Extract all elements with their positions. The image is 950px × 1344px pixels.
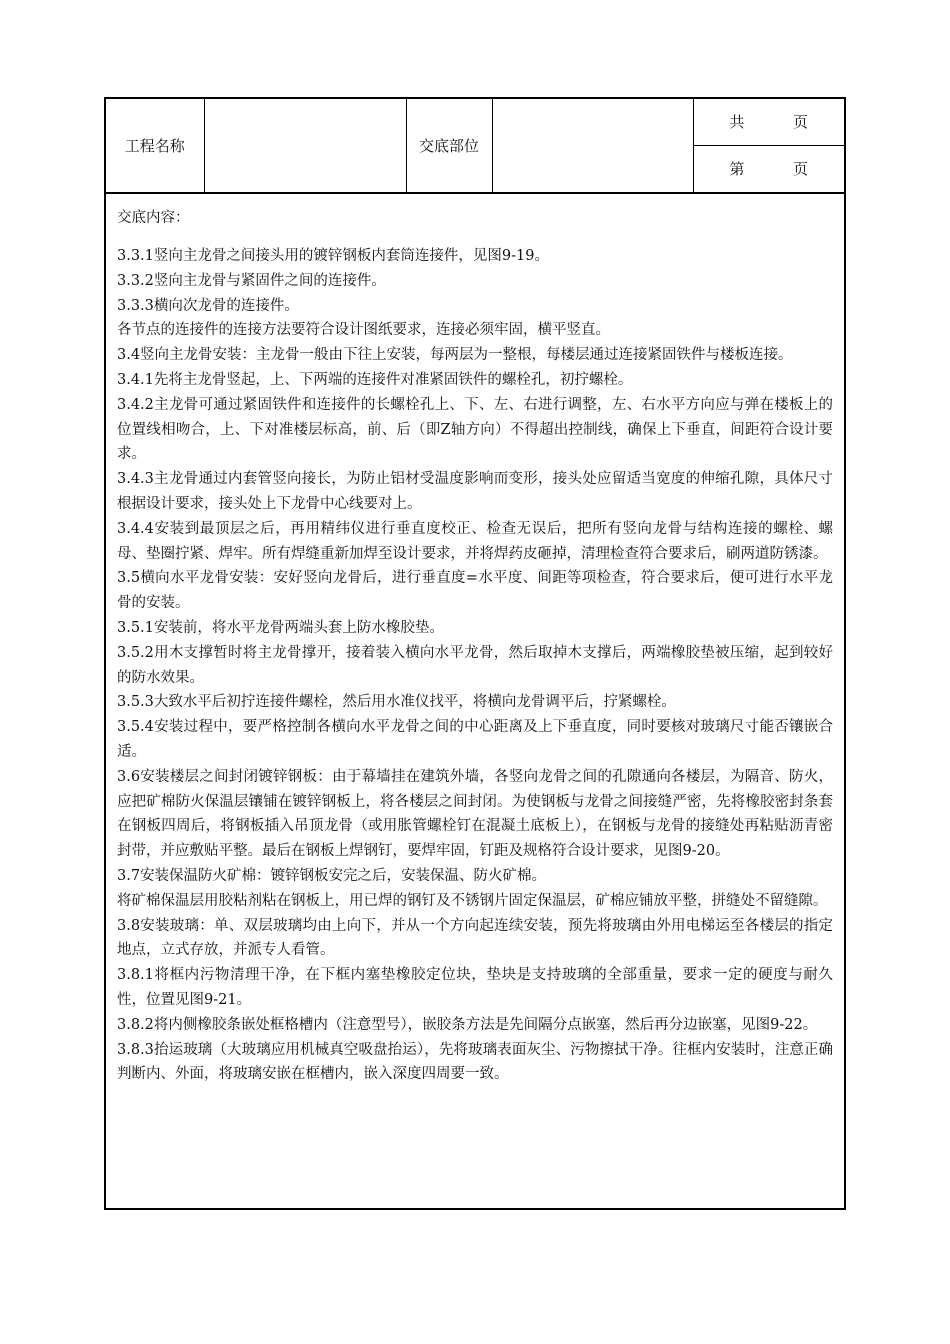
content-label: 交底内容： bbox=[117, 210, 190, 226]
paragraph: 3.4.3主龙骨通过内套管竖向接长，为防止铝材受温度影响而变形，接头处应留适当宽度的伸缩孔隙，具体尺寸根据设计要求，接头处上下龙骨中心线要对上。 bbox=[117, 471, 833, 512]
paragraph: 3.5横向水平龙骨安装：安好竖向龙骨后，进行垂直度=水平度、间距等项检查，符合要求后，便可进行水平龙骨的安装。 bbox=[117, 570, 833, 612]
location-value bbox=[492, 99, 693, 192]
paragraph: 3.4.2主龙骨可通过紧固铁件和连接件的长螺栓孔上、下、左、右进行调整，左、右水平方向应与弹在楼板上的位置线相吻合，上、下对准楼层标高，前、后（即Z轴方向）不得超出控制线，确保上下垂直，间距符合设计要求。 bbox=[117, 396, 833, 463]
paragraph: 3.5.4安装过程中，要严格控制各横向水平龙骨之间的中心距离及上下垂直度，同时要核对玻璃尺寸能否镶嵌合适。 bbox=[117, 719, 833, 760]
paragraph: 3.3.1竖向主龙骨之间接头用的镀锌钢板内套筒连接件，见图9-19。 bbox=[117, 248, 549, 264]
total-pages-right: 页 bbox=[792, 113, 808, 132]
total-pages-cell bbox=[693, 99, 844, 145]
paragraph: 3.7安装保温防火矿棉：镀锌钢板安完之后，安装保温、防火矿棉。 bbox=[117, 867, 547, 884]
paragraph: 3.5.3大致水平后初拧连接件螺栓，然后用水准仪找平，将横向龙骨调平后，拧紧螺栓。 bbox=[117, 694, 676, 711]
content-paragraphs bbox=[117, 244, 833, 1087]
total-pages-left: 共 bbox=[729, 113, 745, 132]
project-name-value bbox=[204, 99, 406, 192]
paragraph: 3.8.1将框内污物清理干净，在下框内塞垫橡胶定位块，垫块是支持玻璃的全部重量，要求一定的硬度与耐久性，位置见图9-21。 bbox=[117, 967, 833, 1008]
paragraph: 3.5.1安装前，将水平龙骨两端头套上防水橡胶垫。 bbox=[117, 619, 444, 636]
disclosure-form bbox=[104, 97, 846, 1210]
paragraph: 3.8.2将内侧橡胶条嵌处框格槽内（注意型号），嵌胶条方法是先间隔分点嵌塞，然后再分边嵌塞，见图9-22。 bbox=[117, 1016, 818, 1033]
paragraph: 3.5.2用木支撑暂时将主龙骨撑开，接着装入横向水平龙骨，然后取掉木支撑后，两端橡胶垫被压缩，起到较好的防水效果。 bbox=[117, 644, 833, 686]
paragraph: 3.8安装玻璃：单、双层玻璃均由上向下，并从一个方向起连续安装，预先将玻璃由外用电梯运至各楼层的指定地点，立式存放，并派专人看管。 bbox=[117, 917, 833, 959]
paragraph: 3.3.2竖向主龙骨与紧固件之间的连接件。 bbox=[117, 272, 386, 289]
paragraph: 3.4.4安装到最顶层之后，再用精纬仪进行垂直度校正、检查无误后，把所有竖向龙骨与结构连接的螺栓、螺母、垫圈拧紧、焊牢。所有焊缝重新加焊至设计要求，并将焊药皮砸掉，清理检查符合要求后，刷两道防锈漆。 bbox=[117, 520, 833, 562]
content-area bbox=[106, 193, 844, 1208]
paragraph: 将矿棉保温层用胶粘剂粘在钢板上，用已焊的钢钉及不锈钢片固定保温层，矿棉应铺放平整，拼缝处不留缝隙。 bbox=[117, 892, 828, 909]
paragraph: 3.4竖向主龙骨安装：主龙骨一般由下往上安装，每两层为一整根，每楼层通过连接紧固铁件与楼板连接。 bbox=[117, 347, 793, 364]
page-number-right: 页 bbox=[792, 160, 808, 178]
paragraph: 3.4.1先将主龙骨竖起，上、下两端的连接件对准紧固铁件的螺栓孔，初拧螺栓。 bbox=[117, 371, 633, 388]
form-header bbox=[106, 99, 844, 193]
paragraph: 3.8.3抬运玻璃（大玻璃应用机械真空吸盘抬运），先将玻璃表面灰尘、污物擦拭干净。往框内安装时，注意正确判断内、外面，将玻璃安嵌在框槽内，嵌入深度四周要一致。 bbox=[117, 1041, 833, 1083]
paragraph: 各节点的连接件的连接方法要符合设计图纸要求，连接必须牢固，横平竖直。 bbox=[117, 322, 610, 339]
paragraph: 3.3.3横向次龙骨的连接件。 bbox=[117, 297, 299, 314]
page-number-cell bbox=[693, 145, 844, 192]
paragraph: 3.6安装楼层之间封闭镀锌钢板：由于幕墙挂在建筑外墙，各竖向龙骨之间的孔隙通向各楼层，为隔音、防火，应把矿棉防火保温层镶铺在镀锌钢板上，将各楼层之间封闭。为使钢板与龙骨之间接缝严密，先将橡胶密封条套在钢板四周后，将钢板插入吊顶龙骨（或用胀管螺栓钉在混凝土底板上），在钢板与龙骨的接缝处再粘贴沥青密封带，并应敷贴平整。最后在钢板上焊钢钉，要焊牢固，钉距及规格符合设计要求，见图9-20。 bbox=[117, 768, 833, 860]
location-label: 交底部位 bbox=[406, 99, 492, 192]
page-number-left: 第 bbox=[729, 160, 745, 178]
project-name-label: 工程名称 bbox=[106, 99, 204, 192]
